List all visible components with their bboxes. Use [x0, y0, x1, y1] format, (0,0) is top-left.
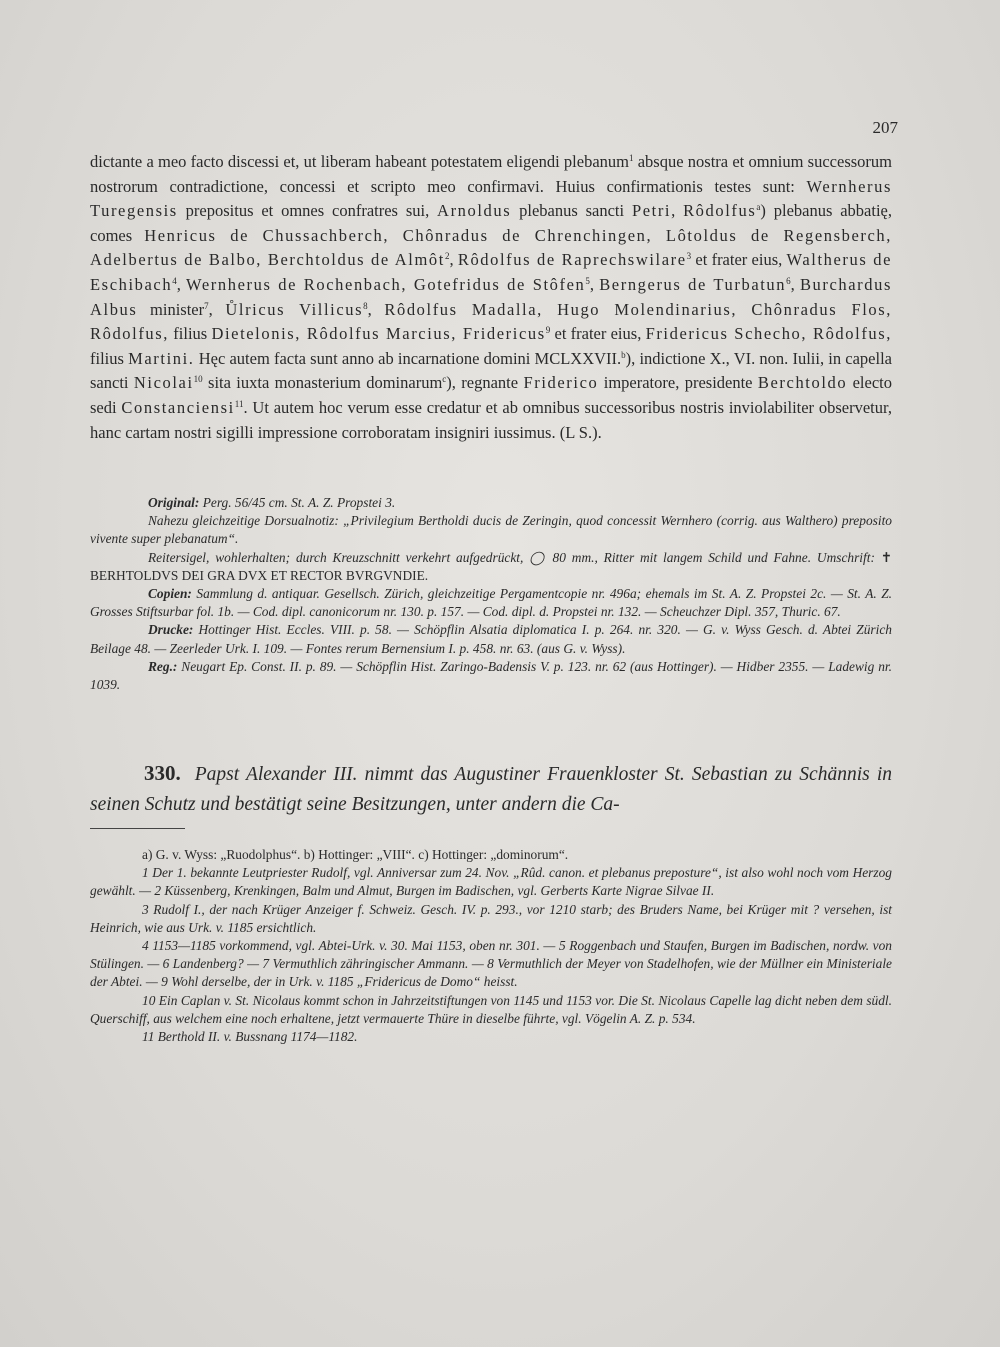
text-run: dictante a meo facto discessi et, ut liberam habeant potestatem eligendi plebanum — [90, 152, 629, 171]
footnote-divider — [90, 828, 185, 829]
text-run: plebanus sancti — [511, 201, 632, 221]
note-text: Reitersigel, wohlerhalten; durch Kreuzschnitt verkehrt aufgedrückt, ◯ 80 mm., Ritter mit langem Schild und Fahne. Umschrift: — [148, 549, 875, 565]
original-note — [90, 494, 892, 512]
person-name: Wernherus Turegensis — [90, 176, 892, 221]
text-run: et frater eius, — [691, 250, 787, 270]
person-name: Fridericus Schecho, Rôdolfus, — [645, 324, 893, 344]
person-name: Nicolai — [133, 373, 194, 393]
charter-text — [90, 150, 892, 445]
note-text: Perg. 56/45 cm. St. A. Z. Propstei 3. — [199, 495, 396, 510]
text-run: sita iuxta monasterium dominarum — [202, 373, 443, 393]
person-name: Berchtoldo — [757, 373, 848, 393]
note-label: Copien: — [148, 586, 192, 602]
charter-paragraph — [90, 150, 892, 445]
footnote-ref: 2 — [444, 251, 450, 262]
person-name: Friderico — [523, 373, 599, 393]
footnote-10: 10 Ein Caplan v. St. Nicolaus kommt schon in Jahrzeitstiftungen von 1145 und 1153 vor. Die St. Nicolaus Capelle lag dicht neben dem südl. Querschiff, aus welchem eine noch erhaltene, jetzt vermauerte Thüre in dieselbe führte, vgl. Vögelin A. Z. p. 534. — [90, 992, 892, 1026]
person-name: Wernherus de Rochenbach, Gotefridus de Stôfen — [186, 274, 586, 294]
footnote-3: 3 Rudolf I., der nach Krüger Anzeiger f. Schweiz. Gesch. IV. p. 293., vor 1210 starb; des Bruders Name, bei Krüger mit ? versehen, ist Heinrich, wie aus Urk. v. 1185 ersichtlich. — [90, 901, 892, 935]
prints-note — [90, 621, 892, 657]
text-run: ) plebanus abbatię, comes — [90, 201, 892, 245]
footnotes — [90, 846, 892, 1046]
footnote-ref: 8 — [363, 300, 368, 311]
note-text: Hottinger Hist. Eccles. VIII. p. 58. — Schöpflin Alsatia diplomatica I. p. 264. nr. 320. — G. v. Wyss Gesch. d. Abtei Zürich Beilage 48. — Zeerleder Urk. I. 109. — Fontes rerum Bernensium I. p. 458. nr. 63. (aus G. v. Wyss). — [90, 622, 892, 656]
variant-ref: c — [442, 374, 447, 385]
footnote-ref: 3 — [686, 251, 692, 262]
text-run: Hęc autem facta sunt anno ab incarnatione domini MCLXXVII. — [194, 348, 622, 368]
page-number: 207 — [872, 118, 898, 137]
text-run: filius — [169, 324, 212, 344]
text-run: absque nostra et omnium successorum nostrorum contradictione, concessi et scripto meo confirmavi. Huius confirmationis testes sunt: — [90, 152, 892, 196]
person-name: Berngerus de Turbatun — [599, 274, 787, 294]
seal-inscription: ✝ BERHTOLDVS DEI GRA DVX ET RECTOR BVRGVNDIE. — [90, 549, 892, 583]
heading-text: Papst Alexander III. nimmt das Augustiner Frauenkloster St. Sebastian zu Schännis in seinen Schutz und bestätigt seine Besitzungen, unter andern die Ca- — [90, 764, 892, 815]
text-run: imperatore, presidente — [598, 373, 758, 393]
text-run: , — [367, 299, 385, 319]
text-run: prepositus et omnes confratres sui, — [177, 201, 438, 221]
text-run: et frater eius, — [550, 324, 646, 344]
person-name: Rôdolfus de Raprechswilare — [457, 250, 687, 270]
text-run: . Ut autem hoc verum esse credatur et ab omnibus successoribus nostris inviolabiliter observetur, hanc cartam nostri sigilli impressione corroboratam insigniri iussimus. (L S.). — [90, 397, 892, 442]
note-label: Reg.: — [148, 658, 178, 674]
variant-footnotes: a) G. v. Wyss: „Ruodolphus“. b) Hottinger: „VIII“. c) Hottinger: „dominorum“. — [142, 847, 569, 862]
footnote-1-2: 1 Der 1. bekannte Leutpriester Rudolf, vgl. Anniversar zum 24. Nov. „Rûd. canon. et plebanus preposture“, ist also wohl noch vom Herzog gewählt. — 2 Küssenberg, Krenkingen, Balm und Almut, Burgen im Badischen, vgl. Gerberts Karte Nigrae Silvae II. — [90, 865, 892, 899]
seal-note — [90, 549, 892, 585]
person-name: Petri — [631, 201, 672, 221]
text-run: , — [671, 201, 684, 221]
text-run: , — [208, 299, 226, 319]
variant-ref: a — [756, 202, 761, 213]
person-name: Martini. — [128, 348, 195, 368]
regesta-note — [90, 658, 892, 694]
person-name: Burchardus Albus — [90, 274, 893, 319]
text-run: filius — [90, 348, 129, 368]
footnote-ref: 4 — [172, 275, 177, 286]
note-text: Sammlung d. antiquar. Gesellsch. Zürich, gleichzeitige Pergamentcopie nr. 496a; ehemals im St. A. Z. Propstei 2c. — St. A. Z. Grosses Stiftsurbar fol. 1b. — Cod. dipl. canonicorum nr. 130. p. 157. — Cod. dipl. d. Propstei nr. 132. — Scheuchzer Dipl. 357, Thuric. 67. — [90, 586, 892, 620]
footnote-ref: 10 — [193, 374, 203, 385]
text-run: minister — [137, 299, 205, 319]
variant-ref: b — [621, 349, 626, 360]
person-name: Dietelonis, Rôdolfus Marcius, Fridericus — [211, 324, 546, 344]
note-label: Original: — [148, 495, 200, 510]
text-run: , — [589, 274, 600, 294]
document-number: 330. — [144, 761, 181, 785]
text-run: , — [449, 250, 458, 270]
copies-note — [90, 585, 892, 621]
footnote-4-9: 4 1153—1185 vorkommend, vgl. Abtei-Urk. v. 30. Mai 1153, oben nr. 301. — 5 Roggenbach und Staufen, Burgen im Badischen, nordw. von Stülingen. — 6 Landenberg? — 7 Vermuthlich zähringischer Ammann. — 8 Vermuthlich der Meyer von Stadelhofen, wie der Müllner ein Ministeriale der Abtei. — 9 Wohl derselbe, der in Urk. v. 1185 „Fridericus de Domo“ heisst. — [90, 938, 892, 990]
footnote-ref: 5 — [585, 275, 590, 286]
text-run: ), regnante — [446, 373, 524, 393]
archival-notes — [90, 494, 892, 694]
document-heading — [90, 758, 892, 820]
person-name: Rôdolfus Madalla, Hugo Molendinarius, Chônradus Flos, Rôdolfus, — [90, 299, 893, 344]
person-name: Ůlricus Villicus — [225, 299, 364, 319]
text-run: ), indictione X., VI. non. Iulii, in capella sancti — [90, 348, 892, 393]
note-label: Drucke: — [148, 622, 194, 638]
person-name: Henricus de Chussachberch, Chônradus de Chrenchingen, Lôtoldus de Regensberch, Adelbertus de Balbo, Berchtoldus de Almôt — [90, 225, 892, 270]
person-name: Rôdolfus — [683, 201, 757, 221]
text-run: electo sedi — [90, 373, 892, 417]
person-name: Waltherus de Eschibach — [90, 250, 893, 294]
dorsual-note: Nahezu gleichzeitige Dorsualnotiz: „Privilegium Bertholdi ducis de Zeringin, quod concessit Wernhero (corrig. aus Walthero) preposito vivente super plebanatum“. — [90, 513, 892, 547]
footnote-ref: 1 — [629, 153, 634, 163]
footnote-ref: 9 — [545, 325, 551, 336]
person-name: Arnoldus — [437, 201, 512, 221]
footnote-ref: 7 — [204, 300, 209, 311]
footnote-ref: 6 — [786, 275, 791, 286]
footnote-11: 11 Berthold II. v. Bussnang 1174—1182. — [142, 1029, 358, 1045]
footnote-ref: 11 — [234, 398, 244, 409]
text-run: , — [790, 274, 800, 294]
person-name: Constanciensi — [121, 397, 235, 417]
text-run: , — [176, 274, 187, 294]
note-text: Neugart Ep. Const. II. p. 89. — Schöpflin Hist. Zaringo-Badensis V. p. 123. nr. 62 (aus Hottinger). — Hidber 2355. — Ladewig nr. 1039. — [90, 658, 892, 693]
